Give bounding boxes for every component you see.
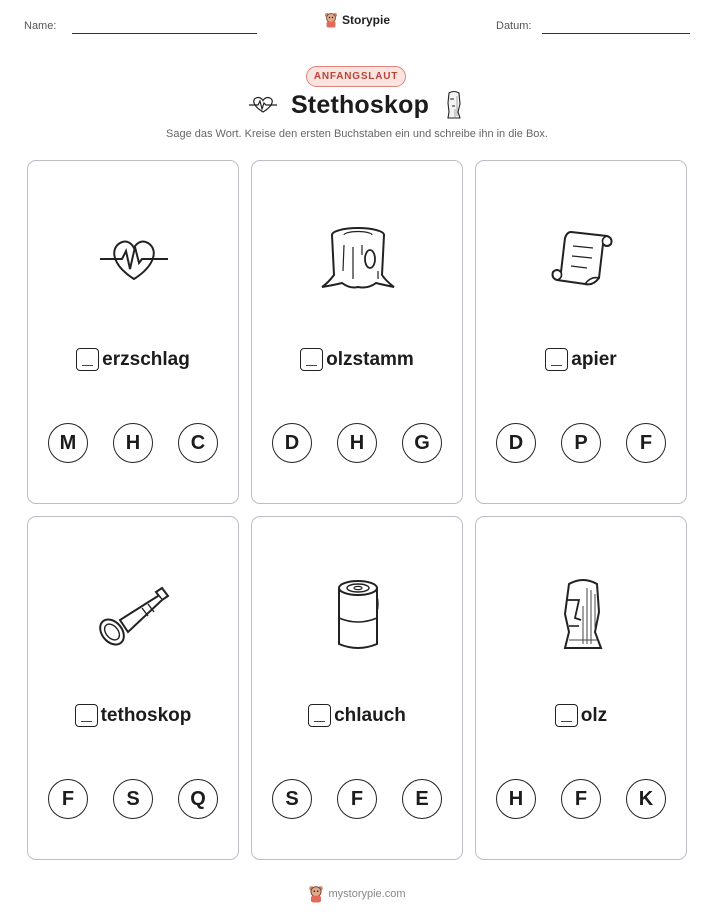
word-remainder: olzstamm	[326, 348, 414, 370]
word-card	[475, 516, 687, 860]
letter-options	[272, 423, 442, 463]
letter-option[interactable]: H	[113, 423, 153, 463]
word-remainder: erzschlag	[102, 348, 190, 370]
instruction-text: Sage das Wort. Kreise den ersten Buchstaben ein und schreibe ihn in die Box.	[166, 128, 548, 140]
answer-box[interactable]	[76, 348, 99, 371]
date-label: Datum:	[496, 20, 532, 32]
card-picture	[308, 575, 408, 655]
hose-roll-icon	[333, 578, 383, 652]
footer-url[interactable]: mystorypie.com	[328, 888, 406, 900]
page-title: Stethoskop	[290, 90, 430, 119]
letter-option[interactable]: D	[496, 423, 536, 463]
letter-option[interactable]: P	[561, 423, 601, 463]
brand-logo	[0, 12, 714, 28]
horn-icon	[96, 582, 172, 648]
word-card	[27, 516, 239, 860]
name-write-line[interactable]	[72, 33, 257, 34]
word-row	[252, 348, 462, 371]
word-card	[475, 160, 687, 504]
letter-option[interactable]: H	[496, 779, 536, 819]
heartbeat-icon	[249, 96, 277, 114]
letter-option[interactable]: F	[561, 779, 601, 819]
answer-box[interactable]	[300, 348, 323, 371]
footer	[0, 885, 714, 903]
answer-box[interactable]	[75, 704, 98, 727]
word-row	[476, 348, 686, 371]
letter-option[interactable]: F	[626, 423, 666, 463]
answer-box[interactable]	[545, 348, 568, 371]
word-row	[252, 704, 462, 727]
letter-options	[272, 779, 442, 819]
letter-option[interactable]: F	[48, 779, 88, 819]
bear-mascot-icon	[308, 885, 324, 903]
card-picture	[532, 219, 632, 299]
word-row	[28, 348, 238, 371]
heartbeat-icon	[98, 235, 170, 283]
word-remainder: tethoskop	[100, 704, 192, 726]
brand-name: Storypie	[341, 13, 390, 27]
card-picture	[84, 575, 184, 655]
letter-option[interactable]: H	[337, 423, 377, 463]
category-badge: ANFANGSLAUT	[306, 66, 406, 87]
scroll-icon	[549, 226, 615, 292]
answer-box[interactable]	[555, 704, 578, 727]
word-card	[27, 160, 239, 504]
letter-options	[496, 423, 666, 463]
letter-option[interactable]: E	[402, 779, 442, 819]
card-picture	[84, 219, 184, 299]
letter-option[interactable]: D	[272, 423, 312, 463]
letter-option[interactable]: K	[626, 779, 666, 819]
letter-option[interactable]: C	[178, 423, 218, 463]
letter-option[interactable]: S	[113, 779, 153, 819]
word-row	[28, 704, 238, 727]
word-remainder: chlauch	[334, 704, 406, 726]
moai-statue-icon	[557, 578, 607, 652]
word-card	[251, 160, 463, 504]
word-remainder: apier	[571, 348, 617, 370]
answer-box[interactable]	[308, 704, 331, 727]
title-row	[0, 90, 714, 120]
letter-options	[48, 779, 218, 819]
word-card	[251, 516, 463, 860]
letter-option[interactable]: S	[272, 779, 312, 819]
letter-option[interactable]: M	[48, 423, 88, 463]
word-remainder: olz	[580, 704, 608, 726]
letter-options	[496, 779, 666, 819]
name-label: Name:	[24, 20, 57, 32]
letter-option[interactable]: Q	[178, 779, 218, 819]
card-picture	[308, 219, 408, 299]
letter-option[interactable]: G	[402, 423, 442, 463]
tree-stump-icon	[320, 225, 396, 293]
word-row	[476, 704, 686, 727]
date-write-line[interactable]	[542, 33, 690, 34]
letter-options	[48, 423, 218, 463]
moai-statue-icon	[443, 90, 465, 120]
letter-option[interactable]: F	[337, 779, 377, 819]
card-picture	[532, 575, 632, 655]
bear-mascot-icon	[324, 12, 338, 28]
